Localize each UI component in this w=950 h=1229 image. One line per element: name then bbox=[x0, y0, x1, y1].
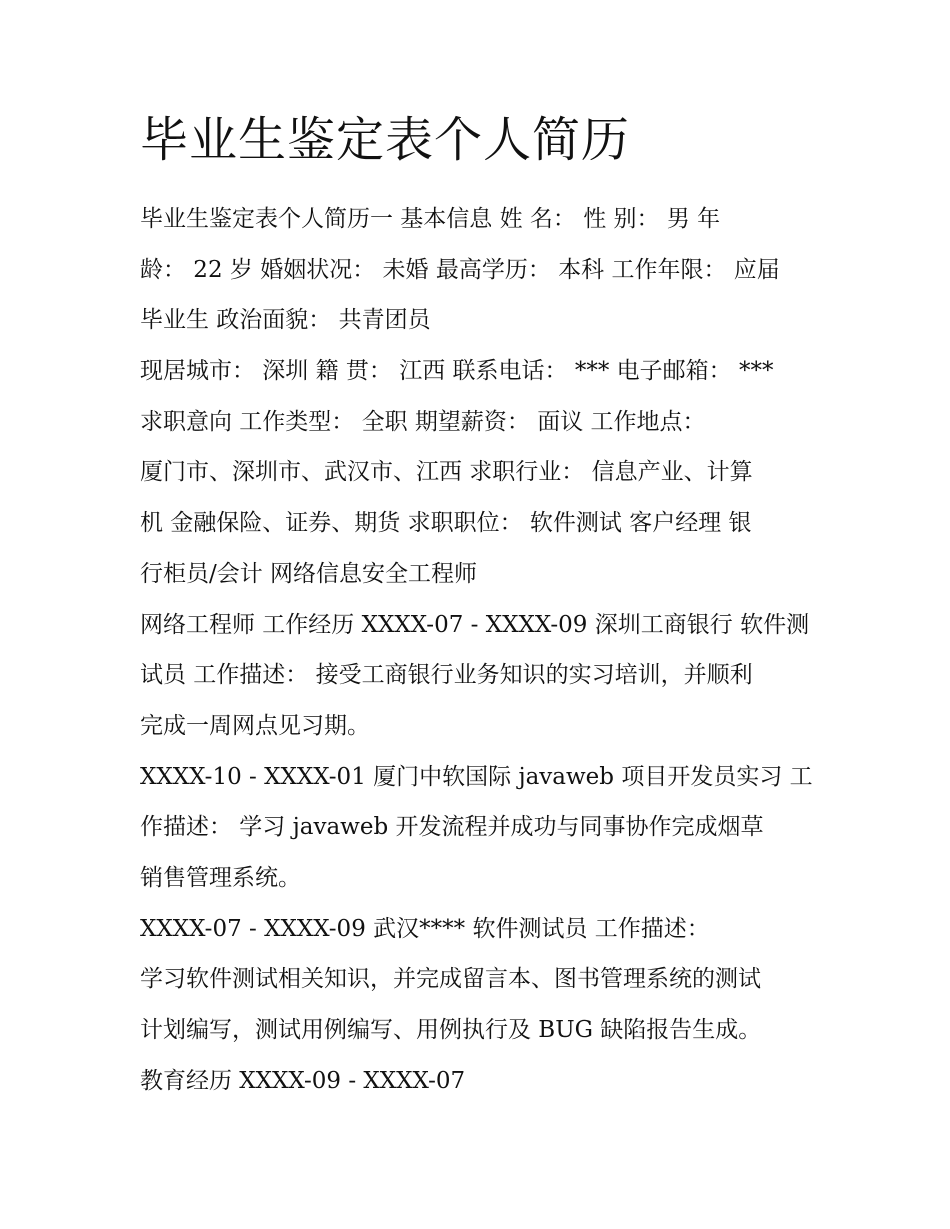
text-line-17: 计划编写，测试用例编写、用例执行及 BUG 缺陷报告生成。 bbox=[140, 1017, 762, 1043]
text-line-1: 毕业生鉴定表个人简历一 基本信息 姓 名： 性 别： 男 年 bbox=[140, 206, 721, 232]
text-line-3: 毕业生 政治面貌： 共青团员 bbox=[140, 307, 431, 333]
text-line-6: 厦门市、深圳市、武汉市、江西 求职行业： 信息产业、计算 bbox=[140, 459, 753, 485]
text-line-11: 完成一周网点见习期。 bbox=[140, 713, 370, 739]
text-line-4: 现居城市： 深圳 籍 贯： 江西 联系电话： *** 电子邮箱： *** bbox=[140, 358, 774, 384]
text-line-16: 学习软件测试相关知识，并完成留言本、图书管理系统的测试 bbox=[140, 966, 761, 992]
text-line-7: 机 金融保险、证券、期货 求职职位： 软件测试 客户经理 银 bbox=[140, 510, 752, 536]
document-title: 毕业生鉴定表个人简历 bbox=[140, 112, 631, 168]
text-line-10: 试员 工作描述： 接受工商银行业务知识的实习培训，并顺利 bbox=[140, 662, 753, 688]
text-line-5: 求职意向 工作类型： 全职 期望薪资： 面议 工作地点： bbox=[140, 409, 706, 435]
text-line-14: 销售管理系统。 bbox=[140, 865, 301, 891]
text-line-12: XXXX-10 - XXXX-01 厦门中软国际 javaweb 项目开发员实习 工 bbox=[140, 764, 813, 790]
text-line-2: 龄： 22 岁 婚姻状况： 未婚 最高学历： 本科 工作年限： 应届 bbox=[140, 257, 780, 283]
text-line-15: XXXX-07 - XXXX-09 武汉**** 软件测试员 工作描述： bbox=[140, 916, 710, 942]
text-line-18: 教育经历 XXXX-09 - XXXX-07 bbox=[140, 1068, 466, 1094]
text-line-13: 作描述： 学习 javaweb 开发流程并成功与同事协作完成烟草 bbox=[140, 814, 764, 840]
text-line-8: 行柜员/会计 网络信息安全工程师 bbox=[140, 561, 478, 587]
text-line-9: 网络工程师 工作经历 XXXX-07 - XXXX-09 深圳工商银行 软件测 bbox=[140, 612, 810, 638]
